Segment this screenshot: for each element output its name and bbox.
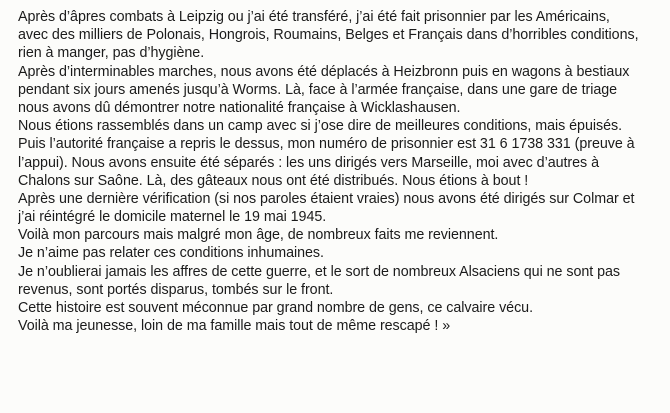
- text-line: Cette histoire est souvent méconnue par grand nombre de gens, ce calvaire vécu.: [18, 300, 534, 316]
- text-line: Voilà ma jeunesse, loin de ma famille mais tout de même rescapé ! »: [18, 318, 451, 335]
- text-line: Après d’âpres combats à Leipzig ou j’ai été transféré, j’ai été fait prisonnier par les Américains,: [18, 9, 610, 25]
- text-line: Après une dernière vérification (si nos paroles étaient vraies) nous avons été dirigés sur Colmar et: [18, 190, 635, 207]
- text-line: pendant six jours amenés jusqu’à Worms. Là, face à l’armée française, dans une gare de triage: [18, 81, 618, 98]
- text-line: nous avons dû démontrer notre nationalité française à Wicklashausen.: [18, 99, 461, 116]
- text-line: j’ai réintégré le domicile maternel le 19 mai 1945.: [18, 209, 327, 226]
- text-line: revenus, sont portés disparus, tombés sur le front.: [18, 281, 334, 298]
- text-line: Nous étions rassemblés dans un camp avec si j’ose dire de meilleures conditions, mais épuisés.: [18, 118, 623, 135]
- text-line: rien à manger, pas d’hygiène.: [18, 45, 205, 62]
- text-line: Je n’oublierai jamais les affres de cette guerre, et le sort de nombreux Alsaciens qui ne sont pas: [18, 263, 620, 280]
- text-line: Puis l’autorité française a repris le dessus, mon numéro de prisonnier est 31 6 1738 331 (preuve à: [18, 136, 635, 153]
- text-line: Voilà mon parcours mais malgré mon âge, de nombreux faits me reviennent.: [18, 227, 499, 244]
- text-line: Je n’aime pas relater ces conditions inhumaines.: [18, 245, 324, 262]
- text-line: Chalons sur Saône. Là, des gâteaux nous ont été distribués. Nous étions à bout !: [18, 172, 529, 189]
- text-line: avec des milliers de Polonais, Hongrois, Roumains, Belges et Français dans d’horribles conditions,: [18, 27, 639, 44]
- text-line: Après d’interminables marches, nous avons été déplacés à Heizbronn puis en wagons à bestiaux: [18, 63, 630, 80]
- text-line: l’appui). Nous avons ensuite été séparés : les uns dirigés vers Marseille, moi avec d’autres à: [18, 154, 599, 171]
